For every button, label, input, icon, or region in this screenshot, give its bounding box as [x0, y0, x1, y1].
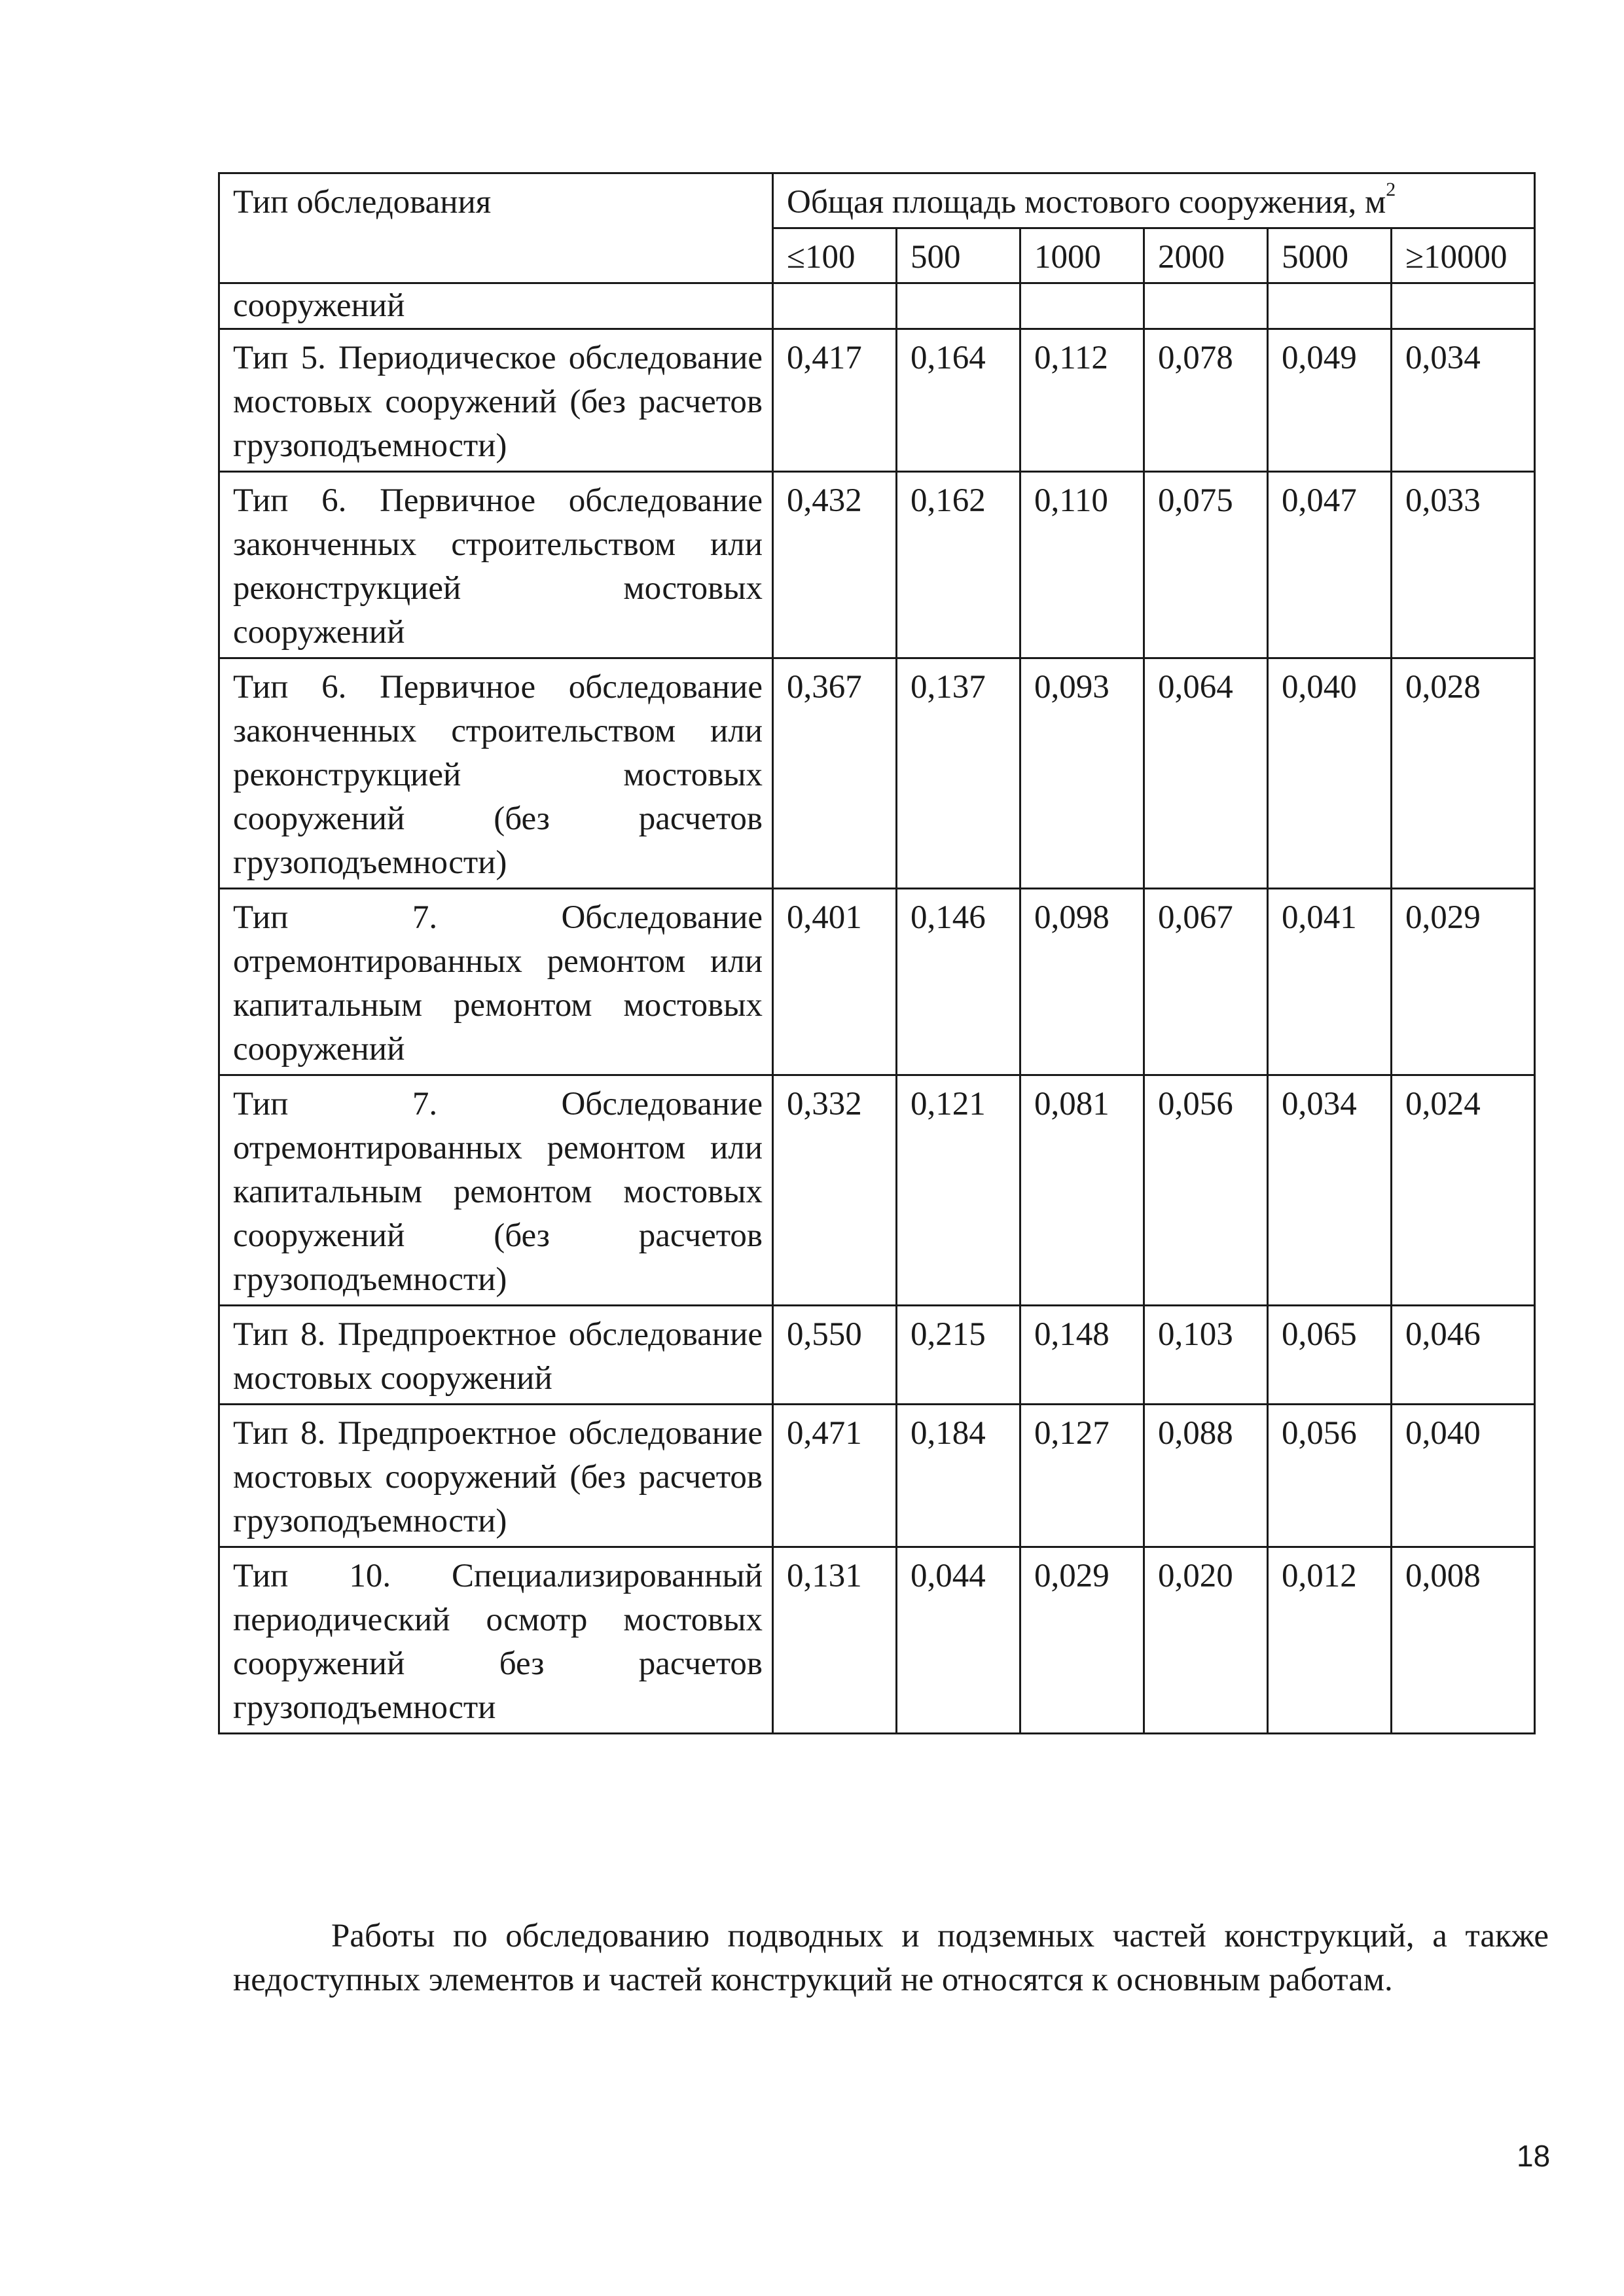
note-paragraph: Работы по обследованию подводных и подземных частей конструкций, а также недоступных элементов и частей конструкций не относятся к основным работам.	[233, 1918, 1549, 1998]
table-body	[219, 283, 1535, 1734]
value-cell: 0,044	[897, 1547, 1020, 1734]
header-col: 2000	[1144, 228, 1268, 283]
value-cell: 0,367	[773, 658, 897, 889]
type-cell: Тип 10. Специализированный периодический осмотр мостовых сооружений без расчетов грузоподъемности	[219, 1547, 773, 1734]
value-cell: 0,028	[1392, 658, 1535, 889]
value-cell: 0,471	[773, 1405, 897, 1547]
header-type	[219, 173, 773, 283]
value-cell: 0,020	[1144, 1547, 1268, 1734]
value-cell	[897, 283, 1020, 329]
table-header	[219, 173, 1535, 283]
header-type-label: Тип обследования	[233, 184, 492, 221]
table-row	[219, 1405, 1535, 1547]
value-cell: 0,047	[1268, 472, 1392, 658]
type-cell: Тип 6. Первичное обследование законченных строительством или реконструкцией мостовых сооружений (без расчетов грузоподъемности)	[219, 658, 773, 889]
table-row	[219, 889, 1535, 1075]
value-cell: 0,029	[1020, 1547, 1144, 1734]
value-cell: 0,127	[1020, 1405, 1144, 1547]
type-cell: Тип 6. Первичное обследование законченных строительством или реконструкцией мостовых сооружений	[219, 472, 773, 658]
type-cell: Тип 8. Предпроектное обследование мостовых сооружений (без расчетов грузоподъемности)	[219, 1405, 773, 1547]
value-cell: 0,550	[773, 1306, 897, 1405]
value-cell: 0,093	[1020, 658, 1144, 889]
value-cell: 0,103	[1144, 1306, 1268, 1405]
value-cell	[1392, 283, 1535, 329]
value-cell: 0,184	[897, 1405, 1020, 1547]
table-row	[219, 329, 1535, 472]
value-cell: 0,065	[1268, 1306, 1392, 1405]
value-cell: 0,110	[1020, 472, 1144, 658]
value-cell: 0,131	[773, 1547, 897, 1734]
value-cell: 0,046	[1392, 1306, 1535, 1405]
header-area	[773, 173, 1535, 228]
value-cell: 0,012	[1268, 1547, 1392, 1734]
value-cell: 0,075	[1144, 472, 1268, 658]
header-area-unit-sup: 2	[1386, 179, 1396, 200]
header-col: 5000	[1268, 228, 1392, 283]
type-cell: Тип 5. Периодическое обследование мостовых сооружений (без расчетов грузоподъемности)	[219, 329, 773, 472]
header-col: 500	[897, 228, 1020, 283]
type-cell: сооружений	[219, 283, 773, 329]
header-col: ≤100	[773, 228, 897, 283]
type-cell: Тип 7. Обследование отремонтированных ремонтом или капитальным ремонтом мостовых сооружений	[219, 889, 773, 1075]
table-row	[219, 1306, 1535, 1405]
value-cell: 0,040	[1268, 658, 1392, 889]
value-cell: 0,417	[773, 329, 897, 472]
value-cell: 0,432	[773, 472, 897, 658]
value-cell: 0,148	[1020, 1306, 1144, 1405]
value-cell: 0,064	[1144, 658, 1268, 889]
table-row	[219, 658, 1535, 889]
value-cell	[1144, 283, 1268, 329]
value-cell	[773, 283, 897, 329]
value-cell: 0,112	[1020, 329, 1144, 472]
value-cell: 0,215	[897, 1306, 1020, 1405]
value-cell: 0,332	[773, 1075, 897, 1306]
table-row-continuation	[219, 283, 1535, 329]
value-cell: 0,078	[1144, 329, 1268, 472]
value-cell	[1020, 283, 1144, 329]
page-number: 18	[1517, 2139, 1551, 2173]
value-cell	[1268, 283, 1392, 329]
value-cell: 0,029	[1392, 889, 1535, 1075]
value-cell: 0,146	[897, 889, 1020, 1075]
value-cell: 0,067	[1144, 889, 1268, 1075]
header-col: 1000	[1020, 228, 1144, 283]
header-area-label: Общая площадь мостового сооружения, м	[787, 184, 1386, 221]
type-cell: Тип 8. Предпроектное обследование мостовых сооружений	[219, 1306, 773, 1405]
value-cell: 0,121	[897, 1075, 1020, 1306]
value-cell: 0,033	[1392, 472, 1535, 658]
value-cell: 0,056	[1268, 1405, 1392, 1547]
value-cell: 0,034	[1392, 329, 1535, 472]
value-cell: 0,164	[897, 329, 1020, 472]
value-cell: 0,162	[897, 472, 1020, 658]
value-cell: 0,137	[897, 658, 1020, 889]
value-cell: 0,401	[773, 889, 897, 1075]
value-cell: 0,098	[1020, 889, 1144, 1075]
value-cell: 0,034	[1268, 1075, 1392, 1306]
value-cell: 0,056	[1144, 1075, 1268, 1306]
value-cell: 0,040	[1392, 1405, 1535, 1547]
table-row	[219, 472, 1535, 658]
value-cell: 0,024	[1392, 1075, 1535, 1306]
type-cell: Тип 7. Обследование отремонтированных ремонтом или капитальным ремонтом мостовых сооружений (без расчетов грузоподъемности)	[219, 1075, 773, 1306]
header-col: ≥10000	[1392, 228, 1535, 283]
table-row	[219, 1075, 1535, 1306]
value-cell: 0,081	[1020, 1075, 1144, 1306]
value-cell: 0,088	[1144, 1405, 1268, 1547]
value-cell: 0,049	[1268, 329, 1392, 472]
value-cell: 0,008	[1392, 1547, 1535, 1734]
table-row	[219, 1547, 1535, 1734]
cost-coefficient-table	[218, 172, 1536, 1734]
value-cell: 0,041	[1268, 889, 1392, 1075]
header-row-top	[219, 173, 1535, 228]
